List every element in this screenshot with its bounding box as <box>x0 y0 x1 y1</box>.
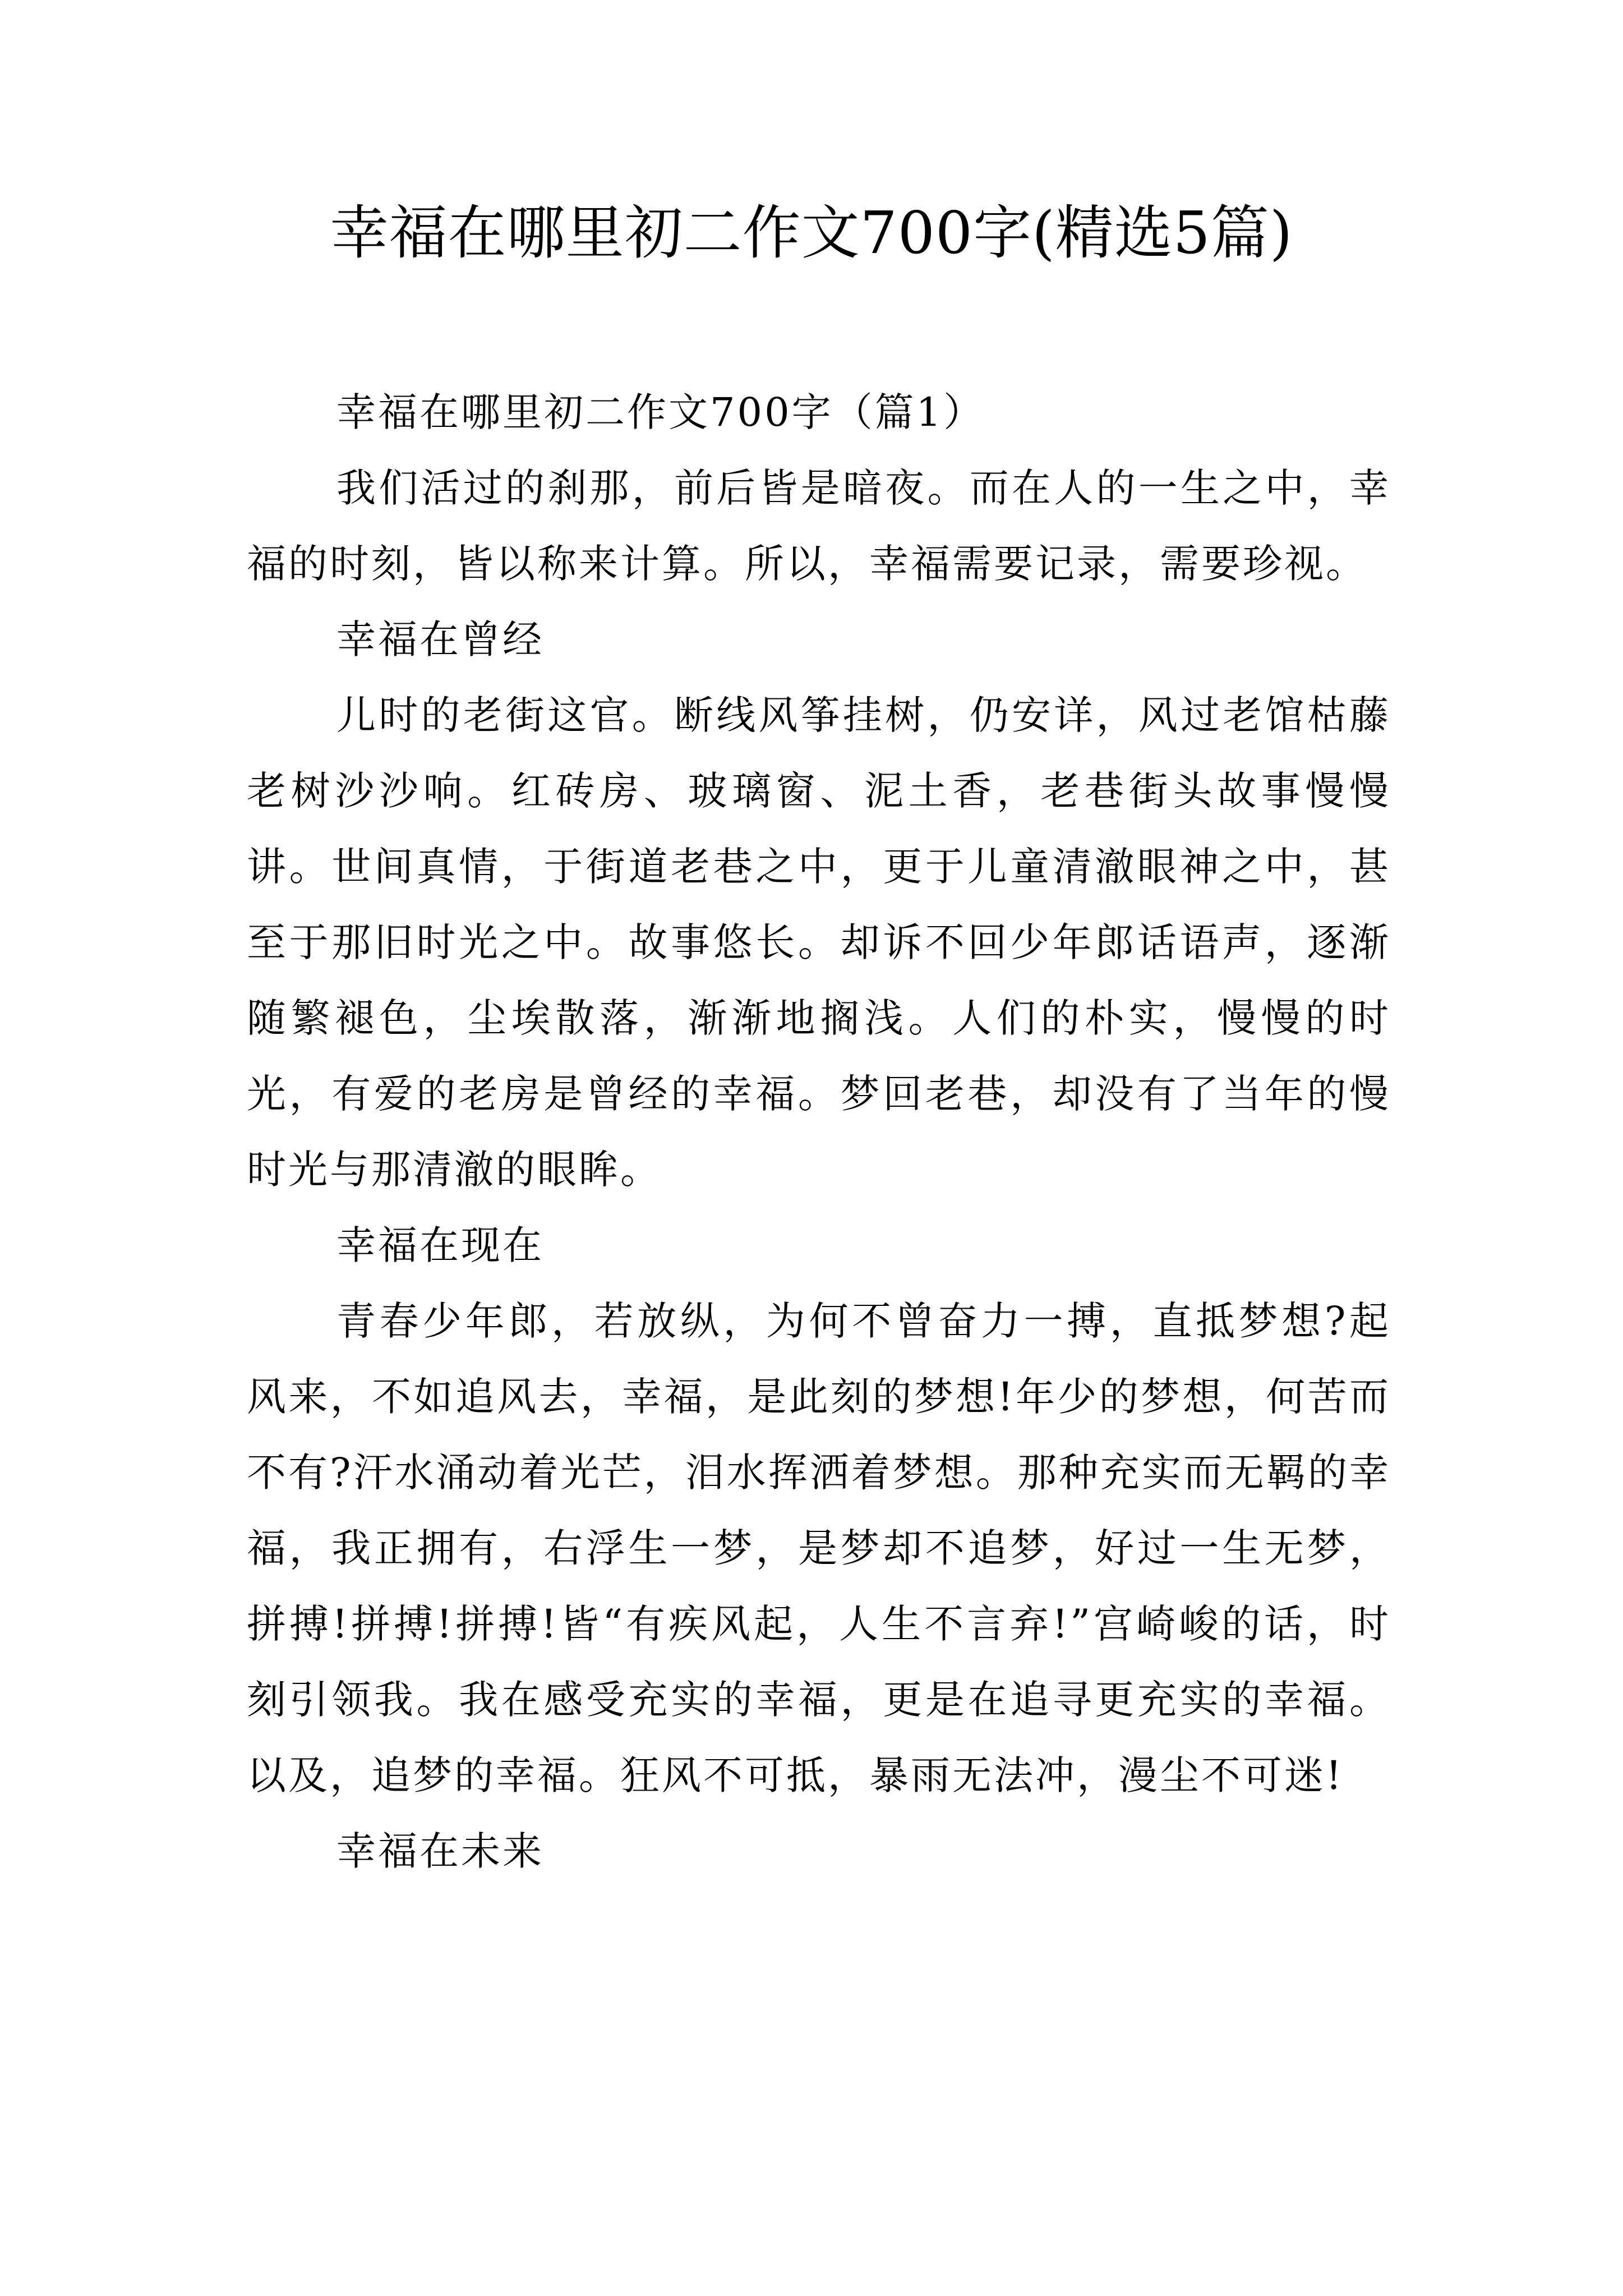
subheading-past: 幸福在曾经 <box>336 616 544 662</box>
subheading-present: 幸福在现在 <box>336 1222 544 1268</box>
document-title: 幸福在哪里初二作文700字(精选5篇) <box>330 199 1293 267</box>
section-heading-1: 幸福在哪里初二作文700字（篇1） <box>336 389 985 435</box>
subheading-future: 幸福在未来 <box>336 1828 544 1874</box>
paragraph-intro: 我们活过的刹那，前后皆是暗夜。而在人的一生之中，幸福的时刻，皆以称来计算。所以，幸福需要记录，需要珍视。 <box>247 465 1391 587</box>
paragraph-present: 青春少年郎，若放纵，为何不曾奋力一搏，直抵梦想?起风来，不如追风去，幸福，是此刻的梦想!年少的梦想，何苦而不有?汗水涌动着光芒，泪水挥洒着梦想。那种充实而无羁的幸福，我正拥有，右浮生一梦，是梦却不追梦，好过一生无梦，拼搏!拼搏!拼搏!皆“有疾风起，人生不言弃!”宫崎峻的话，时刻引领我。我在感受充实的幸福，更是在追寻更充实的幸福。以及，追梦的幸福。狂风不可抵，暴雨无法冲，漫尘不可迷! <box>247 1298 1391 1798</box>
paragraph-past: 儿时的老街这官。断线风筝挂树，仍安详，风过老馆枯藤老树沙沙响。红砖房、玻璃窗、泥土香，老巷街头故事慢慢讲。世间真情，于街道老巷之中，更于儿童清澈眼神之中，甚至于那旧时光之中。故事悠长。却诉不回少年郎话语声，逐渐随繁褪色，尘埃散落，渐渐地搁浅。人们的朴实，慢慢的时光，有爱的老房是曾经的幸福。梦回老巷，却没有了当年的慢时光与那清澈的眼眸。 <box>247 692 1391 1193</box>
document-body <box>247 375 1391 1889</box>
